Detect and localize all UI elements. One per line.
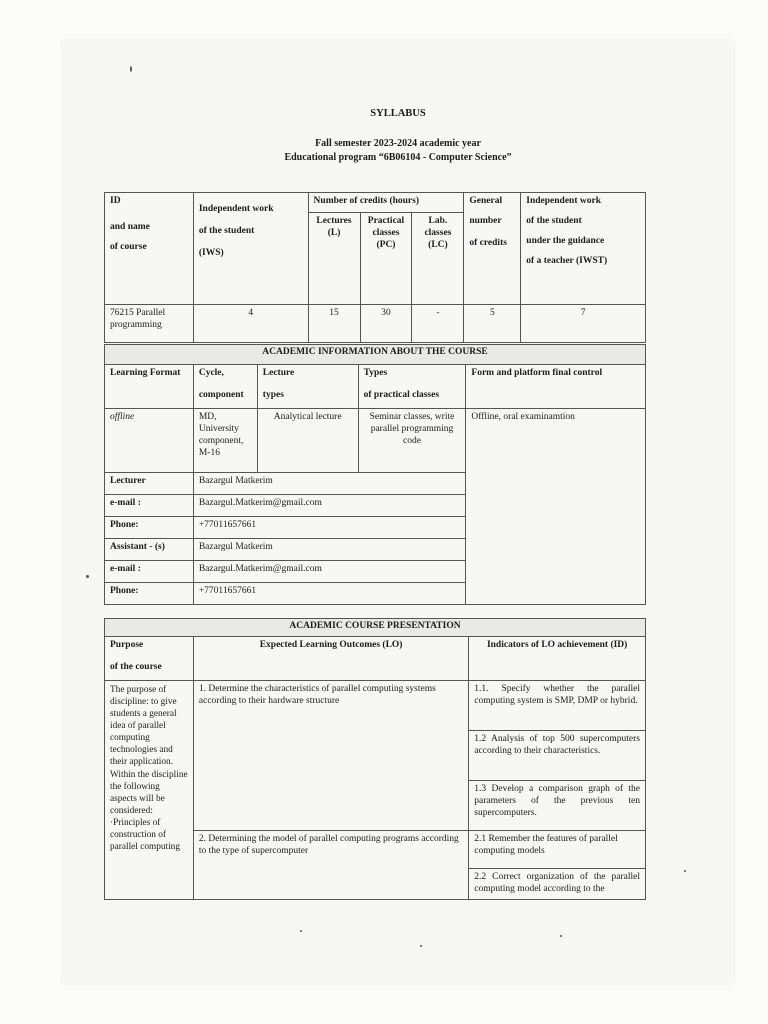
general-label: General — [469, 196, 503, 206]
iwst-label-3: under the guidance — [526, 235, 605, 246]
id-1-2: 1.2 Analysis of top 500 supercomputers according to their characteristics. — [469, 731, 646, 781]
iwst-label-4: of a teacher (IWST) — [526, 255, 608, 266]
purpose-label: Purpose — [110, 640, 144, 650]
semester-line: Fall semester 2023-2024 academic year — [315, 138, 481, 149]
format-value: offline — [105, 409, 194, 473]
phone-value: +77011657661 — [193, 517, 466, 539]
credits-value: 5 — [464, 305, 521, 343]
id-indicators-header: Indicators of LO achievement (ID) — [469, 637, 646, 681]
iwst-header — [521, 193, 646, 305]
lecturer-value: Bazargul Matkerim — [193, 473, 466, 495]
lecture-types-header — [257, 365, 358, 409]
cycle-value: MD, University component, M-16 — [193, 409, 257, 473]
course-name-cell: 76215 Parallel programming — [105, 305, 194, 343]
iwst-value: 7 — [521, 305, 646, 343]
id-2-1: 2.1 Remember the features of parallel computing models — [469, 831, 646, 869]
learning-format-header: Learning Format — [105, 365, 194, 409]
iws-value: 4 — [193, 305, 308, 343]
program-line: Educational program “6B06104 - Computer Science” — [284, 152, 512, 163]
cycle-label: Cycle, — [198, 368, 224, 378]
email2-label: e-mail : — [105, 561, 194, 583]
email-value: Bazargul.Matkerim@gmail.com — [193, 495, 466, 517]
of-course-purpose-label: of the course — [110, 661, 162, 672]
iws-label-3: (IWS) — [198, 247, 224, 258]
purpose-header — [105, 637, 194, 681]
practical-header: Practical classes (PC) — [360, 213, 412, 305]
lecturer-label: Lecturer — [105, 473, 194, 495]
cycle-header — [193, 365, 257, 409]
of-practical-label: of practical classes — [363, 389, 440, 400]
form-platform-header: Form and platform final control — [466, 365, 646, 409]
of-course-label: of course — [110, 241, 147, 252]
types-label: types — [262, 389, 284, 400]
lo1-text: 1. Determine the characteristics of parallel computing systems according to their hardware structure — [193, 681, 468, 831]
email2-value: Bazargul.Matkerim@gmail.com — [193, 561, 466, 583]
credits-hours-header: Number of credits (hours) — [308, 193, 464, 213]
id-1-1: 1.1. Specify whether the parallel computing system is SMP, DMP or hybrid. — [469, 681, 646, 731]
iwst-label-2: of the student — [526, 215, 582, 226]
iws-label-1: Independent work — [198, 204, 274, 214]
course-presentation-table — [104, 618, 646, 900]
iws-header — [193, 193, 308, 305]
id-name-header — [105, 193, 194, 305]
presentation-section-title: ACADEMIC COURSE PRESENTATION — [105, 619, 646, 637]
of-credits-label: of credits — [469, 237, 507, 248]
general-credits-header — [464, 193, 521, 305]
control-value: Offline, oral examinamtion — [466, 409, 646, 605]
scan-speck — [420, 945, 422, 947]
course-credits-table — [104, 192, 646, 343]
id-label: ID — [110, 196, 121, 206]
scan-speck — [130, 66, 132, 72]
purpose-text: The purpose of discipline: to give students a general idea of parallel computing technologies and their application. Within the discipline the following aspects will be considered: ·Principles of construction of parallel computing — [105, 681, 194, 900]
and-name-label: and name — [110, 221, 150, 232]
scan-speck — [86, 575, 89, 578]
email-label: e-mail : — [105, 495, 194, 517]
lecture-type-value: Analytical lecture — [257, 409, 358, 473]
component-label: component — [198, 389, 244, 400]
scan-speck — [560, 935, 562, 937]
lo2-text: 2. Determining the model of parallel computing programs according to the type of supercomputer — [193, 831, 468, 900]
phone2-value: +77011657661 — [193, 583, 466, 605]
iwst-label-1: Independent work — [526, 196, 601, 206]
assistant-label: Assistant - (s) — [105, 539, 194, 561]
academic-info-section-title: ACADEMIC INFORMATION ABOUT THE COURSE — [105, 345, 646, 365]
id-2-2: 2.2 Correct organization of the parallel computing model according to the — [469, 869, 646, 900]
practical-types-header — [358, 365, 466, 409]
doc-title: SYLLABUS — [370, 108, 426, 119]
scan-speck — [684, 870, 686, 872]
lo-header: Expected Learning Outcomes (LO) — [193, 637, 468, 681]
lab-header: Lab. classes (LC) — [412, 213, 464, 305]
practical-type-value: Seminar classes, write parallel programming code — [358, 409, 466, 473]
lectures-value: 15 — [308, 305, 360, 343]
number-label: number — [469, 215, 502, 226]
lectures-header: Lectures (L) — [308, 213, 360, 305]
scan-speck — [300, 930, 302, 932]
academic-info-table — [104, 344, 646, 605]
practical-value: 30 — [360, 305, 412, 343]
iws-label-2: of the student — [198, 225, 255, 236]
phone-label: Phone: — [105, 517, 194, 539]
lecture-label: Lecture — [262, 368, 295, 378]
phone2-label: Phone: — [105, 583, 194, 605]
id-1-3: 1.3 Develop a comparison graph of the parameters of the previous ten supercomputers. — [469, 781, 646, 831]
types-title: Types — [363, 368, 388, 378]
lab-value: - — [412, 305, 464, 343]
assistant-value: Bazargul Matkerim — [193, 539, 466, 561]
